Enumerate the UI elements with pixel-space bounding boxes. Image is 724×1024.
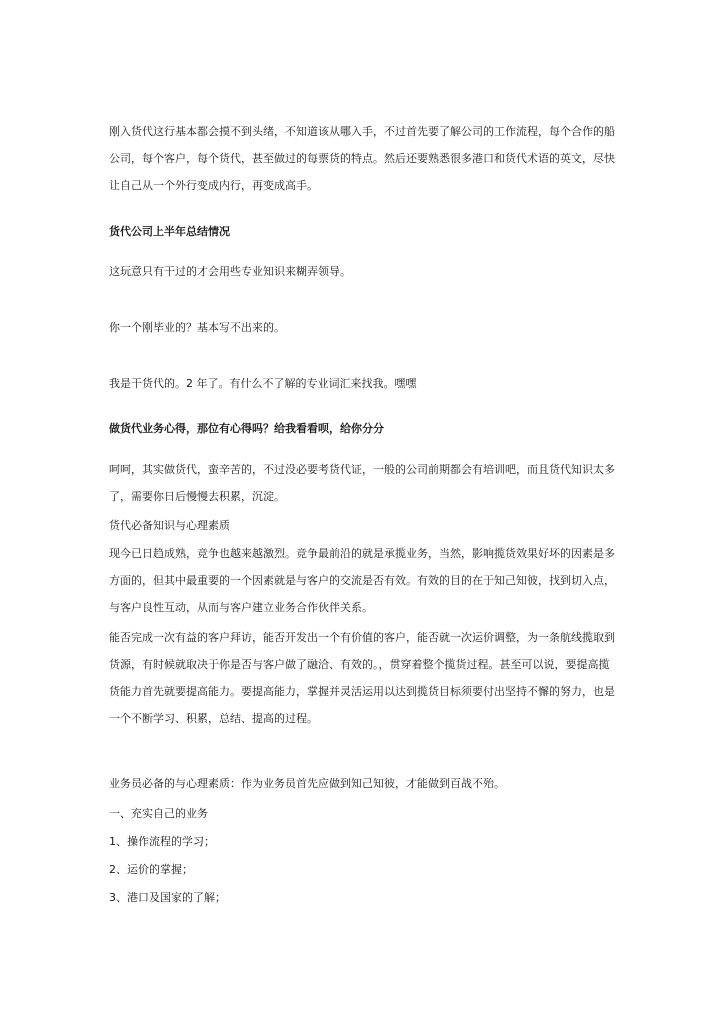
section-title: 一、充实自己的业务 [109, 807, 208, 820]
paragraph-intro: 刚入货代这行基本都会摸不到头绪，不知道该从哪入手，不过首先要了解公司的工作流程，每个合作的船公司，每个客户，每个货代，甚至做过的每票货的特点。然后还要熟悉很多港口和货代术语的英文，尽快让自己从一个外行变成内行，再变成高手。 [109, 125, 615, 192]
paragraph-customer-visit: 能否完成一次有益的客户拜访，能否开发出一个有价值的客户，能否就一次运价调整，为一条航线揽取到货源，有时候就取决于你是否与客户做了融洽、有效的。，贯穿着整个揽货过程。甚至可以说，要提高揽货能力首先就要提高能力。要提高能力，掌握并灵活运用以达到揽货目标须要付出坚持不懈的努力，也是一个不断学习、积累，总结、提高的过程。 [109, 631, 615, 725]
list-item: 2、运价的掌握； [109, 863, 193, 876]
paragraph-competition: 现今已日趋成熟，竞争也越来越激烈。竞争最前沿的就是承揽业务，当然，影响揽货效果好坏的因素是多方面的，但其中最重要的一个因素就是与客户的交流是否有效。有效的目的在于知己知彼，找到切入点，与客户良性互动，从而与客户建立业务合作伙伴关系。 [109, 547, 615, 614]
paragraph-subtitle: 货代必备知识与心理素质 [109, 519, 230, 532]
list-item: 3、港口及国家的了解； [109, 891, 226, 904]
paragraph-salesman: 业务员必备的与心理素质：作为业务员首先应做到知己知彼，才能做到百战不殆。 [109, 777, 505, 790]
heading-experience-question: 做货代业务心得，那位有心得吗？给我看看呗，给你分分 [109, 422, 384, 435]
paragraph-reply-2: 你一个刚毕业的？基本写不出来的。 [109, 321, 285, 334]
paragraph-reply-3: 我是干货代的。2 年了。有什么不了解的专业词汇来找我。嘿嘿 [109, 377, 417, 390]
heading-half-year-summary: 货代公司上半年总结情况 [109, 225, 230, 238]
list-item: 1、操作流程的学习； [109, 835, 215, 848]
paragraph-answer: 呵呵，其实做货代，蛮辛苦的，不过没必要考货代证，一般的公司前期都会有培训吧，而且货代知识太多了，需要你日后慢慢去积累，沉淀。 [109, 463, 615, 503]
paragraph-reply-1: 这玩意只有干过的才会用些专业知识来糊弄领导。 [109, 265, 351, 278]
